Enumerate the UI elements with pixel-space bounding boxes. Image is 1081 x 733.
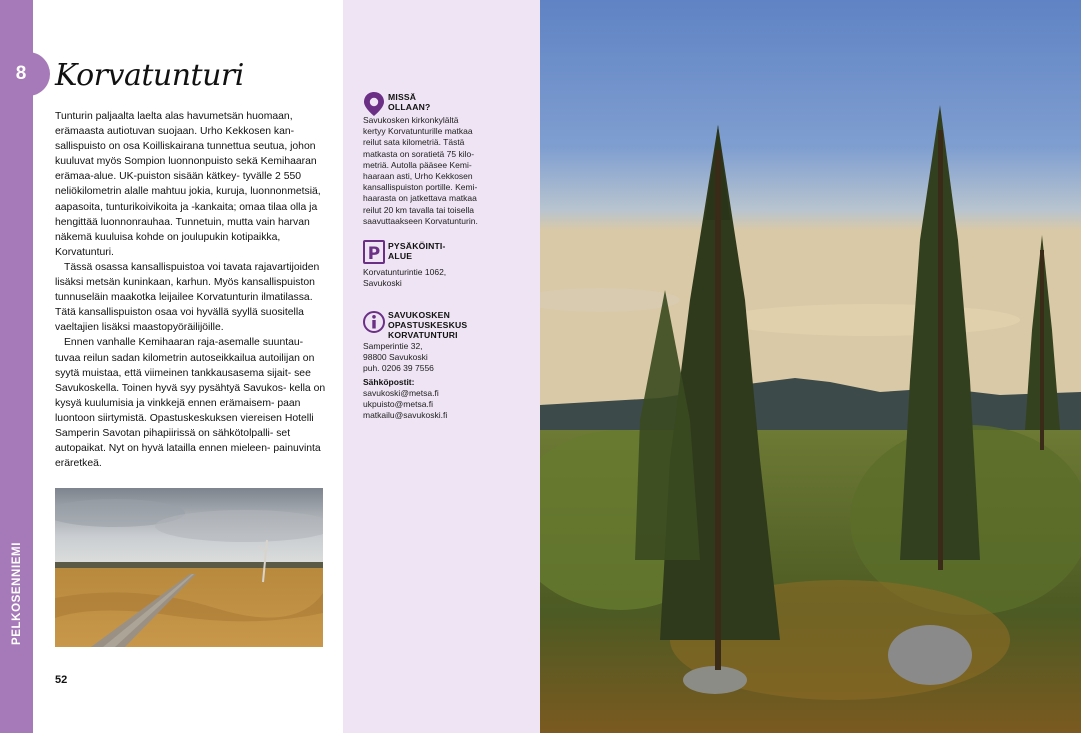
location-title: MISSÄ OLLAAN? xyxy=(388,92,431,112)
email-3: matkailu@savukoski.fi xyxy=(363,410,448,421)
email-label: Sähköpostit: xyxy=(363,376,415,387)
visitor-center-title: SAVUKOSKEN OPASTUSKESKUS KORVATUNTURI xyxy=(388,310,468,340)
paragraph-2: Tässä osassa kansallispuistoa voi tavata rajavartijoiden lisäksi metsän kuninkaan, karhun. Myös kansallispuiston tunnuseläin maakotka leijailee Korvatunturin ilmatilassa. Tätä kansallispuiston osaa voi hyvällä syyllä suositella vaeltajien lisäksi maastopyöräilijöille. xyxy=(55,261,320,334)
chapter-number: 8 xyxy=(15,63,27,84)
paragraph-3: Ennen vanhalle Kemihaaran raja-asemalle suuntau- tuvaa reilun sadan kilometrin autoseikkailua autoilijan on syytä muistaa, että viimeinen tankkausasema sijait- see Savukoskella. Toinen hyvä syy pysähtyä Savukos- kella on kysyä kuulumisia ja vinkkejä ennen erämaisem- paan luontoon siirtymistä. Opastuskeskuksen viereisen Hotelli Samperin Savotan pihapiirissä on sähkötolpalli- set autopaikat. Nyt on hyvä latailla ennen mieleen- painuvinta eräretkeä. xyxy=(55,337,326,470)
visitor-center-text: Samperintie 32, 98800 Savukoski puh. 0206 39 7556 Sähköpostit: savukoski@metsa.fi ukpuisto@metsa.fi matkailu@savukoski.fi xyxy=(363,341,535,421)
parking-icon xyxy=(363,240,385,266)
paragraph-1: Tunturin paljaalta laelta alas havumetsän huomaan, erämaasta autiotuvan suojaan. Urho Kekkosen kan- sallispuisto on osa Koilliskairana tunnettua seutua, johon kuuluvat myös Sompion luonnonpuisto sekä Kemihaaran erämaa-alue. UK-puiston sisään kätkey- tyvälle 2 550 neliökilometrin alalle mahtuu jokia, kuruja, luonnonmetsiä, aapasoita, tunturikoivikoita ja -kankaita; omaa tilaa olla ja hengittää luonnonrauhaa. Tunnetuin, mutta vain harvan näkemä kuuluisa kohde on joulupukin kotipaikka, Korvatunturi. xyxy=(55,111,321,258)
page-number: 52 xyxy=(55,674,68,686)
location-info xyxy=(363,91,535,227)
location-pin-icon xyxy=(363,91,385,117)
info-icon xyxy=(363,309,385,335)
parking-text: Korvatunturintie 1062, Savukoski xyxy=(363,267,447,289)
article-body xyxy=(55,109,327,471)
forest-landscape-photo xyxy=(540,0,1081,733)
parking-title: PYSÄKÖINTI- ALUE xyxy=(388,241,446,261)
duckboard-marsh-photo xyxy=(55,488,323,647)
chapter-number-badge xyxy=(0,52,50,96)
parking-info xyxy=(363,240,535,289)
svg-text:P: P xyxy=(367,244,381,264)
location-text: Savukosken kirkonkylältä kertyy Korvatunturille matkaa reilut sata kilometriä. Tästä matkasta on soratietä 75 kilo- metriä. Autolla pääsee Kemi- haaraan asti, Urho Kekkosen kansallispuiston portille. Kemi- haarasta on jatkettava matkaa reilut 20 km tavalla tai toisella saavuttaakseen Korvatunturin. xyxy=(363,115,478,226)
email-2: ukpuisto@metsa.fi xyxy=(363,399,434,410)
visitor-center-info xyxy=(363,309,535,421)
email-1: savukoski@metsa.fi xyxy=(363,387,439,398)
region-label: PELKOSENNIEMI xyxy=(11,541,23,645)
page-title: Korvatunturi xyxy=(55,58,244,93)
